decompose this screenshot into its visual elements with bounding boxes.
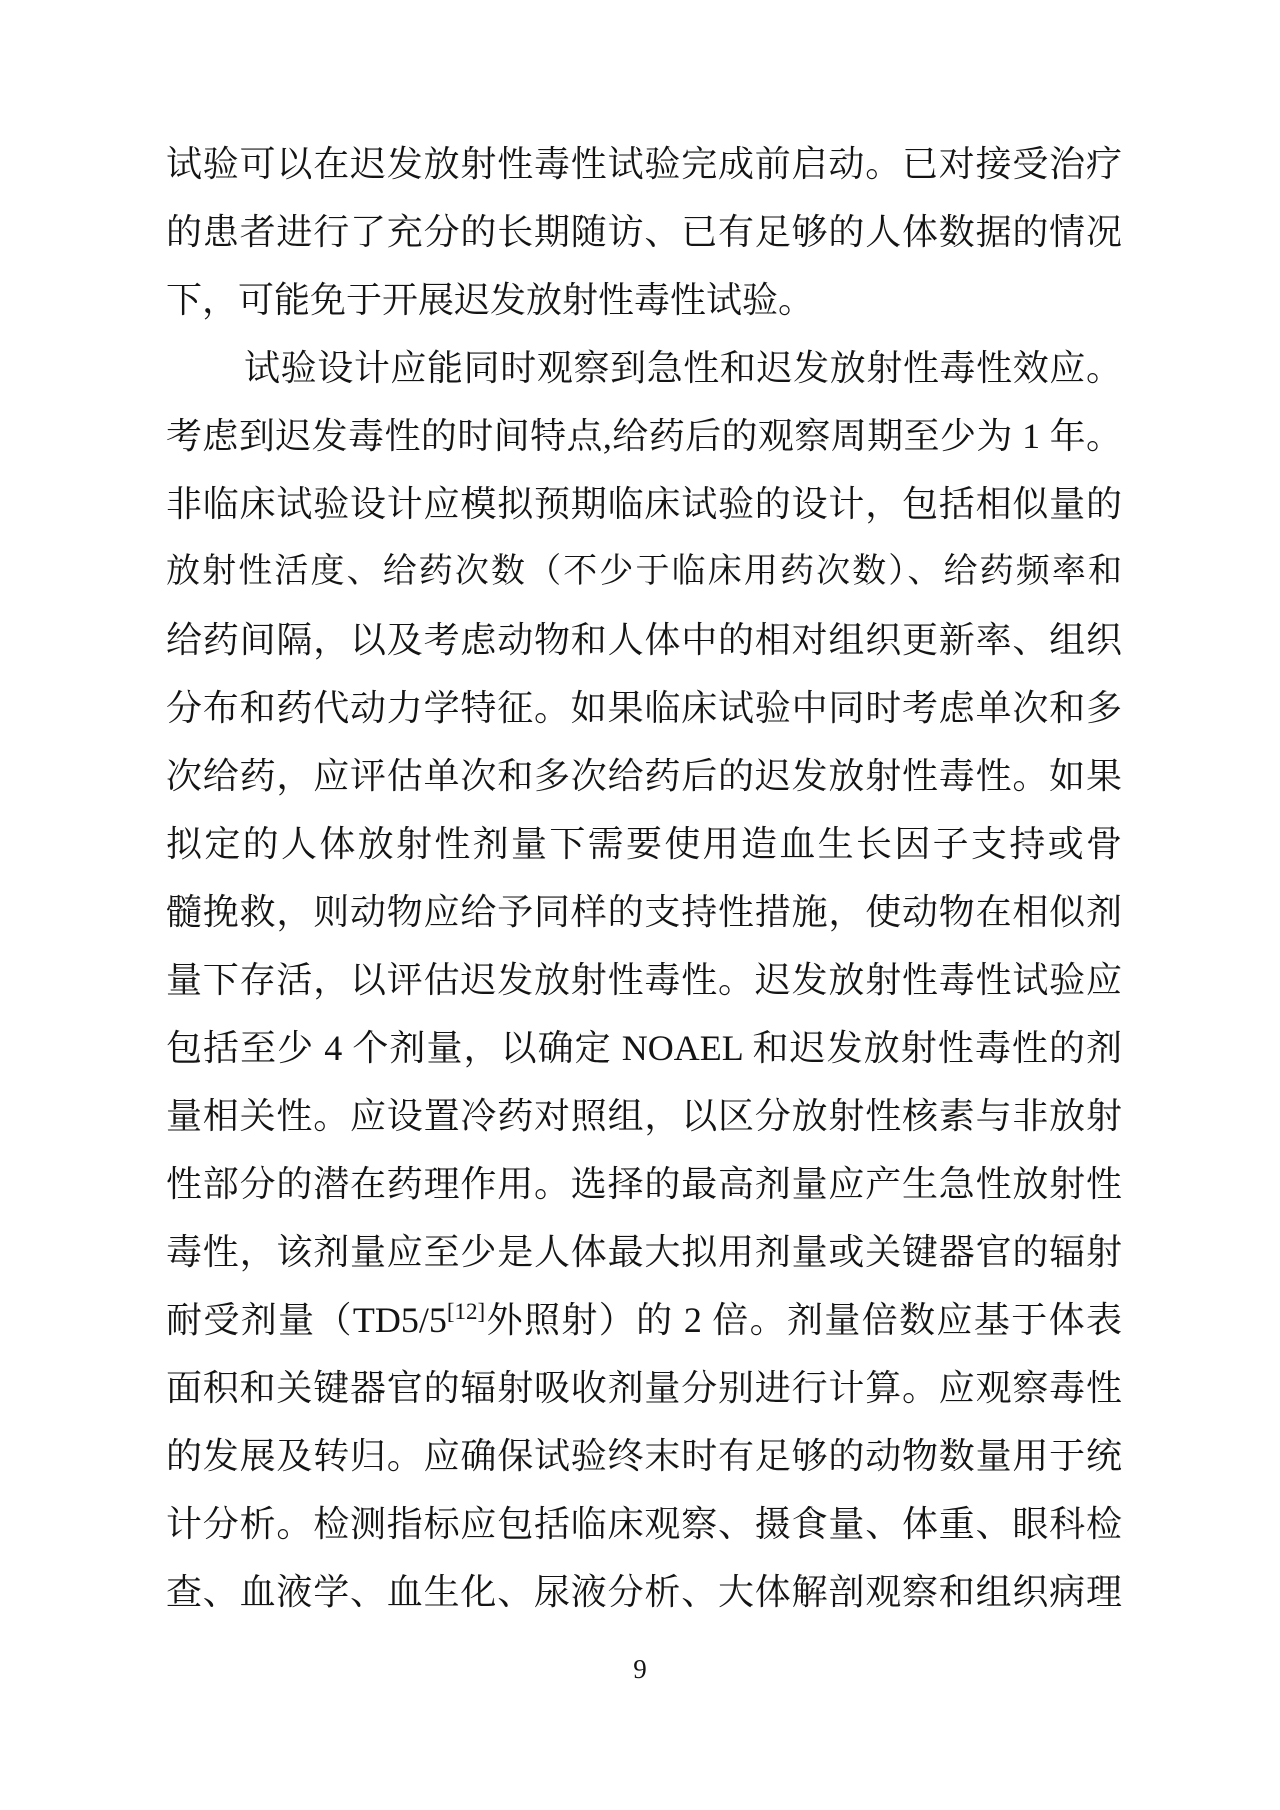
text-run: 耐受剂量（TD5/5 (166, 1300, 447, 1340)
footnote-reference: [12] (446, 1299, 486, 1324)
text-run: 髓挽救，则动物应给予同样的支持性措施，使动物在相似剂 (166, 892, 1122, 932)
text-run: 试验可以在迟发放射性毒性试验完成前启动。已对接受治疗 (166, 144, 1122, 184)
text-run: 毒性，该剂量应至少是人体最大拟用剂量或关键器官的辐射 (166, 1232, 1122, 1272)
text-line (166, 810, 1122, 878)
text-run: 面积和关键器官的辐射吸收剂量分别进行计算。应观察毒性 (166, 1368, 1122, 1408)
text-run: 量相关性。应设置冷药对照组，以区分放射性核素与非放射 (166, 1096, 1122, 1136)
text-run: 分布和药代动力学特征。如果临床试验中同时考虑单次和多 (166, 688, 1122, 728)
text-run: 的发展及转归。应确保试验终末时有足够的动物数量用于统 (166, 1436, 1122, 1476)
text-run: 考虑到迟发毒性的时间特点,给药后的观察周期至少为 1 年。 (166, 416, 1122, 456)
text-line (166, 742, 1122, 810)
text-line (166, 198, 1122, 266)
text-run: 的患者进行了充分的长期随访、已有足够的人体数据的情况 (166, 212, 1122, 252)
text-line (166, 1218, 1122, 1286)
text-line (166, 674, 1122, 742)
text-run: 计分析。检测指标应包括临床观察、摄食量、体重、眼科检 (166, 1504, 1122, 1544)
text-line (166, 1490, 1122, 1558)
text-line (166, 266, 1122, 334)
text-line (166, 1082, 1122, 1150)
body-text (166, 130, 1122, 1626)
text-line (166, 1150, 1122, 1218)
text-run: 查、血液学、血生化、尿液分析、大体解剖观察和组织病理 (166, 1572, 1122, 1612)
text-line (166, 946, 1122, 1014)
text-line (166, 1286, 1122, 1354)
page-number: 9 (633, 1654, 647, 1684)
text-line (166, 402, 1122, 470)
text-run: 非临床试验设计应模拟预期临床试验的设计，包括相似量的 (166, 484, 1122, 524)
text-run: 外照射）的 2 倍。剂量倍数应基于体表 (485, 1300, 1122, 1340)
text-run: 试验设计应能同时观察到急性和迟发放射性毒性效应。 (244, 348, 1122, 388)
text-run: 性部分的潜在药理作用。选择的最高剂量应产生急性放射性 (166, 1164, 1122, 1204)
text-run: 次给药，应评估单次和多次给药后的迟发放射性毒性。如果 (166, 756, 1122, 796)
text-line (166, 878, 1122, 946)
text-run: 量下存活，以评估迟发放射性毒性。迟发放射性毒性试验应 (166, 960, 1122, 1000)
text-line (166, 334, 1122, 402)
text-line (166, 1014, 1122, 1082)
text-line (166, 470, 1122, 538)
text-line (166, 538, 1122, 606)
text-line (166, 130, 1122, 198)
text-line (166, 606, 1122, 674)
text-run: 包括至少 4 个剂量，以确定 NOAEL 和迟发放射性毒性的剂 (166, 1028, 1122, 1068)
text-run: 放射性活度、给药次数（不少于临床用药次数）、给药频率和 (166, 553, 1122, 590)
text-run: 拟定的人体放射性剂量下需要使用造血生长因子支持或骨 (166, 824, 1122, 864)
text-run: 给药间隔，以及考虑动物和人体中的相对组织更新率、组织 (166, 620, 1122, 660)
text-line (166, 1558, 1122, 1626)
text-run: 下，可能免于开展迟发放射性毒性试验。 (166, 280, 815, 320)
text-line (166, 1354, 1122, 1422)
text-line (166, 1422, 1122, 1490)
